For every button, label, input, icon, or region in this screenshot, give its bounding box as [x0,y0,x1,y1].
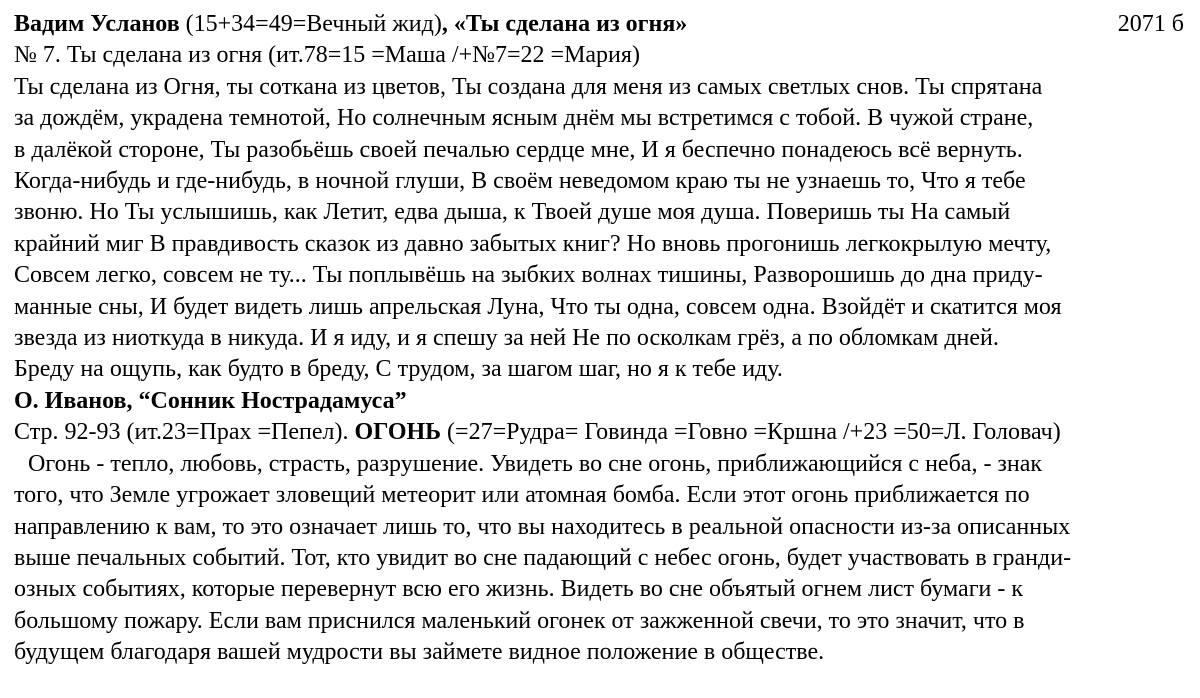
book-reference-line [14,417,1186,448]
lyrics-line: Ты сделана из Огня, ты соткана из цветов, Ты создана для меня из самых светлых снов. Ты спрятана [14,73,1043,100]
page-number: 2071 б [1117,11,1184,37]
lyrics-line: крайний миг В правдивость сказок из давно забытых книг? Но вновь прогонишь легкокрылую мечту, [14,230,1052,257]
lyrics-line: манные сны, И будет видеть лишь апрельская Луна, Что ты одна, совсем одна. Взойдёт и скатится моя [14,293,1062,320]
lyrics-line: Бреду на ощупь, как будто в бреду, С трудом, за шагом шаг, но я к тебе иду. [14,356,783,383]
dictionary-line: будущем благодаря вашей мудрости вы займете видное положение в обществе. [14,639,825,666]
lyrics-line: звоню. Но Ты услышишь, как Летит, едва дыша, к Твоей душе моя душа. Поверишь ты На самый [14,199,1011,226]
lyrics-paragraph [14,72,1186,386]
song-heading: № 7. Ты сделана из огня (ит.78=15 =Маша /+№7=22 =Мария) [14,42,640,69]
dictionary-line: большому пожару. Если вам приснился маленький огонек от зажженной свечи, то это значит, что в [14,607,1025,634]
lyrics-line: за дождём, украдена темнотой, Но солнечным ясным днём мы встретимся с тобой. В чужой стране, [14,105,1034,132]
document-header [14,9,1186,40]
dictionary-line: выше печальных событий. Тот, кто увидит во сне падающий с небес огонь, будет участвовать в гранди- [14,544,1072,571]
dictionary-term: ОГОНЬ [354,419,442,446]
lyrics-line: Когда-нибудь и где-нибудь, в ночной глуши, В своём неведомом краю ты не узнаешь то, Что я тебе [14,168,1026,195]
lyrics-line: Совсем легко, совсем не ту... Ты поплывёшь на зыбких волнах тишины, Разворошишь до дна приду- [14,262,1043,289]
lyrics-line: звезда из ниоткуда в никуда. И я иду, и я спешу за ней Не по осколкам грёз, а по обломкам дней. [14,325,999,352]
book-heading: О. Иванов, “Сонник Нострадамуса” [14,387,407,414]
song-title: , «Ты сделана из огня» [441,11,688,37]
dictionary-line: Огонь - тепло, любовь, страсть, разрушение. Увидеть во сне огонь, приближающийся с неба, - знак [28,450,1043,477]
title-line [14,9,687,40]
dictionary-paragraph [14,449,1186,669]
term-numerology: (=27=Рудра= Говинда =Говно =Кршна /+23 =50=Л. Головач) [441,419,1061,446]
dictionary-line: направлению к вам, то это означает лишь то, что вы находитесь в реальной опасности из-за описанных [14,513,1071,540]
lyrics-line: в далёкой стороне, Ты разобьёшь своей печалью сердце мне, И я беспечно понадеюсь всё вернуть. [14,136,1023,163]
author-numerology: (15+34=49=Вечный жид) [179,11,442,37]
author-name: Вадим Усланов [14,11,180,37]
dictionary-line: того, что Земле угрожает зловещий метеорит или атомная бомба. Если этот огонь приближается по [14,482,1030,509]
dictionary-line: озных событиях, которые перевернут всю его жизнь. Видеть во сне объятый огнем лист бумаги - к [14,576,1024,603]
book-page-ref: Стр. 92-93 (ит.23=Прах =Пепел). [14,419,355,446]
